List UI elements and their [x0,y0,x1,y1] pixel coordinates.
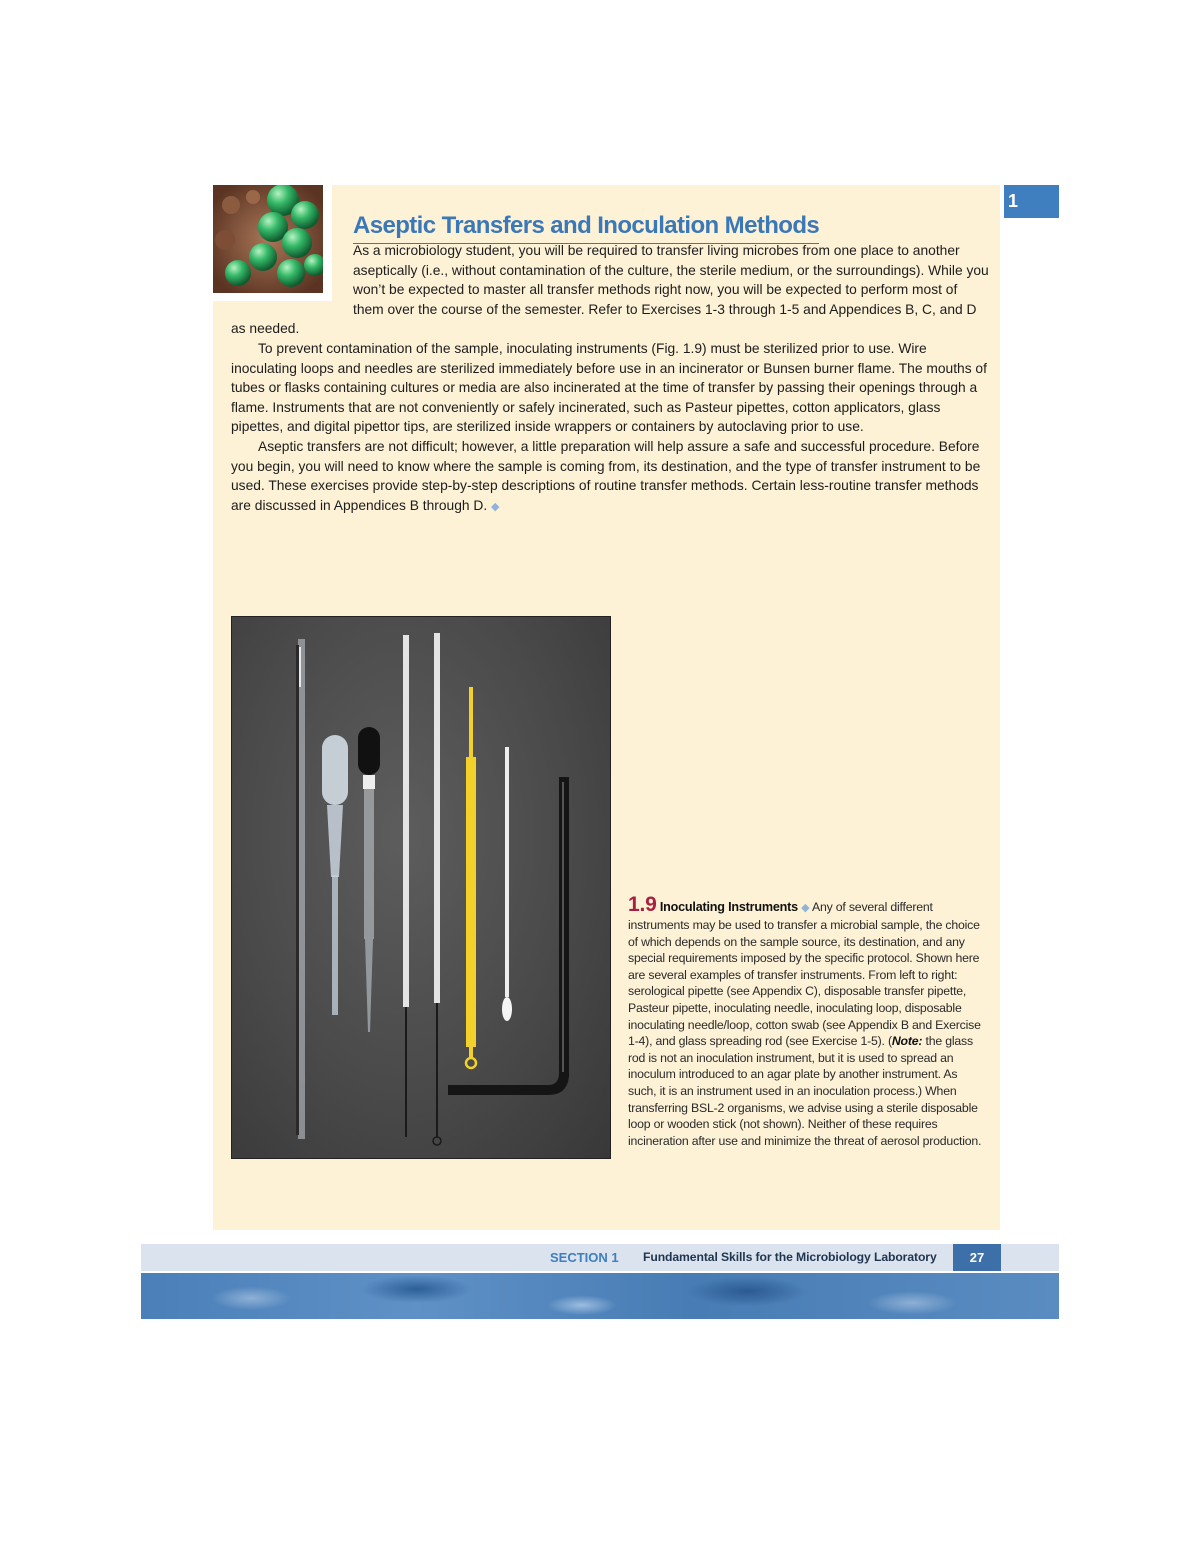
body-text [231,241,991,517]
end-mark-diamond-icon: ◆ [491,500,500,513]
caption-text-part2: the glass rod is not an inoculation instrument, but it is used to spread an inoculum introduced to an agar plate by another instrument. As such, it is an instrument used in an inoculation process.) When transferring BSL-2 organisms, we advise using a sterile disposable loop or wooden stick (not shown). Neither of these requires incineration after use and minimize the threat of aerosol production. [628,1034,982,1148]
caption-text-part1: Any of several different instruments may be used to transfer a microbial sample, the choice of which depends on the sample source, its destination, and any special requirements imposed by the specific protocol. Shown here are several examples of transfer instruments. From left to right: serological pipette (see Appendix C), disposable transfer pipette, Pasteur pipette, inoculating needle, inoculating loop, disposable inoculating needle/loop, cotton swab (see Appendix B and Exercise 1-4), and glass spreading rod (see Exercise 1-5). ( [628,900,981,1049]
inoculating-instruments-photo-icon [232,617,610,1158]
serological-pipette-icon [296,639,305,1139]
figure-photo [231,616,611,1159]
footer-section-label: SECTION 1 [550,1250,619,1265]
pasteur-pipette-icon [358,727,380,1032]
disposable-loop-icon [466,687,476,1068]
cotton-swab-icon [502,747,512,1021]
thumbnail-wrap-spacer [231,241,353,319]
caption-note-label: Note: [891,1034,923,1049]
figure-caption [628,893,988,1149]
page-title: Aseptic Transfers and Inoculation Methods [353,212,819,244]
footer-section-title: Fundamental Skills for the Microbiology Laboratory [643,1250,937,1264]
inoculating-loop-icon [433,633,441,1145]
caption-diamond-icon: ◆ [801,902,810,914]
transfer-pipette-icon [322,735,348,1015]
paragraph-preparation-text: Aseptic transfers are not difficult; however, a little preparation will help assure a safe and successful procedure. Before you begin, you will need to know where the sample is coming from, its destination, and the type of transfer instrument to be used. These exercises provide step-by-step descriptions of routine transfer methods. Certain less-routine transfer methods are discussed in Appendices B through D. [231,438,981,513]
paragraph-preparation [231,437,991,517]
paragraph-intro: As a microbiology student, you will be required to transfer living microbes from one place to another aseptically (i.e., without contamination of the culture, the sterile medium, or the surroundings). While you won’t be expected to master all transfer methods right now, you will be expected to perform most of them over the course of the semester. Refer to Exercises 1-3 through 1-5 and Appendices B, C, and D as needed. [231,243,989,337]
page-number: 27 [953,1244,1001,1271]
figure-title: Inoculating Instruments [659,900,798,914]
footer-texture-banner [141,1273,1059,1319]
inoculating-needle-icon [403,635,409,1137]
paragraph-sterilization: To prevent contamination of the sample, inoculating instruments (Fig. 1.9) must be sterilized prior to use. Wire inoculating loops and needles are sterilized immediately before use in an incinerator or Bunsen burner flame. The mouths of tubes or flasks containing cultures or media are also incinerated at the time of transfer by passing their openings through a flame. Instruments that are not conveniently or safely incinerated, such as Pasteur pipettes, cotton applicators, glass pipettes, and digital pipettor tips, are sterilized inside wrappers or containers by autoclaving prior to use. [231,340,987,435]
figure-number: 1.9 [628,893,657,916]
chapter-tab: 1 [1004,185,1059,218]
